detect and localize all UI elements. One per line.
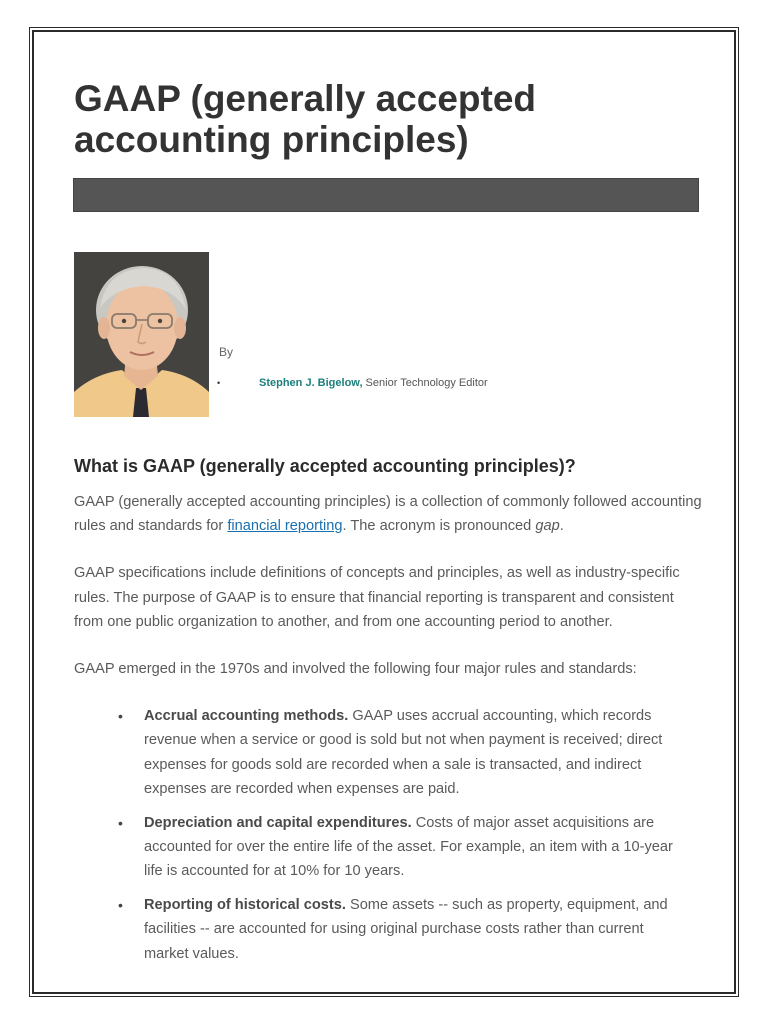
article-title: GAAP (generally accepted accounting principles) xyxy=(74,78,536,160)
bullet-icon: • xyxy=(217,378,221,388)
rules-intro-paragraph: GAAP emerged in the 1970s and involved the following four major rules and standards: xyxy=(74,661,637,678)
rule-term: Accrual accounting methods. xyxy=(144,707,349,724)
bullet-icon: • xyxy=(118,814,123,831)
section-heading: What is GAAP (generally accepted accounting principles)? xyxy=(74,456,576,476)
article-body xyxy=(74,490,704,975)
rule-term: Depreciation and capital expenditures. xyxy=(144,814,412,831)
intro-text-end: . xyxy=(559,518,564,535)
rule-description: GAAP uses accrual accounting, which records revenue when a service or good is sold but not when payment is received; direct expenses for goods sold are recorded when a sale is transacted, and indirect expenses are recorded when expenses are paid. xyxy=(144,707,663,798)
rule-description: Costs of major asset acquisitions are accounted for over the entire life of the asset. For example, an item with a 10-year life is accounted for at 10% for 10 years. xyxy=(144,814,673,880)
rule-term: Reporting of historical costs. xyxy=(144,896,346,913)
author-portrait-image xyxy=(74,252,209,417)
list-item xyxy=(118,893,704,966)
list-item xyxy=(118,811,704,884)
list-item xyxy=(118,704,704,802)
author-photo xyxy=(74,252,209,417)
author-byline xyxy=(217,377,488,389)
intro-paragraph xyxy=(74,490,704,539)
byline-label: By xyxy=(219,345,234,359)
rules-list xyxy=(74,704,704,966)
financial-reporting-link[interactable]: financial reporting xyxy=(227,518,343,535)
author-title: Senior Technology Editor xyxy=(362,377,488,389)
purpose-paragraph: GAAP specifications include definitions of concepts and principles, as well as industry-specific rules. The purpose of GAAP is to ensure that financial reporting is transparent and consistent from one public organization to another, and from one accounting period to another. xyxy=(74,565,680,631)
author-name-link[interactable]: Stephen J. Bigelow, xyxy=(259,377,363,389)
header-banner xyxy=(73,178,699,212)
document-page xyxy=(32,30,736,994)
bullet-icon: • xyxy=(118,707,123,724)
rule-description: Some assets -- such as property, equipment, and facilities -- are accounted for using original purchase costs rather than current market values. xyxy=(144,896,668,962)
pronunciation-emphasis: gap xyxy=(535,518,560,535)
bullet-icon: • xyxy=(118,896,123,913)
intro-text-middle: . The acronym is pronounced xyxy=(342,518,536,535)
intro-text-start: GAAP (generally accepted accounting principles) is a collection of commonly followed accounting rules and standards for xyxy=(74,494,702,535)
